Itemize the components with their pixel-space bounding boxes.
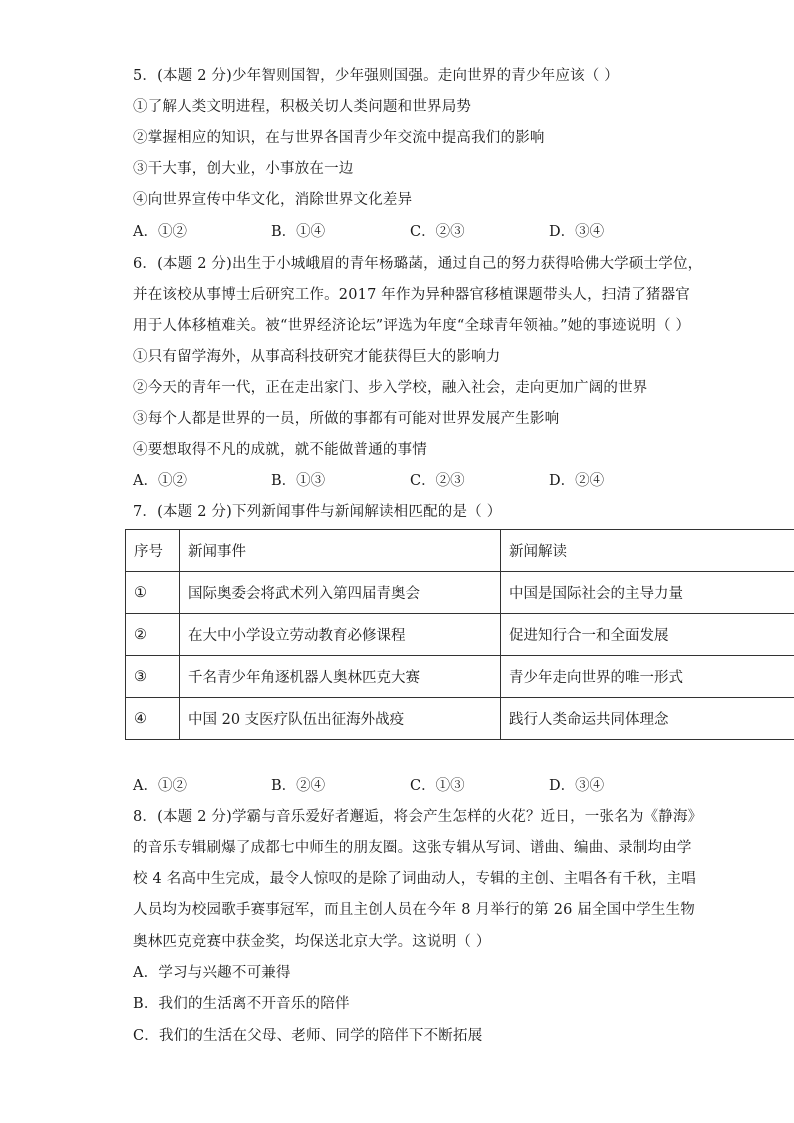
q5-statement-4: ④向世界宣传中华文化，消除世界文化差异 xyxy=(133,192,413,208)
table-row xyxy=(126,572,794,614)
q6-statement-1: ①只有留学海外，从事高科技研究才能获得巨大的影响力 xyxy=(133,349,501,365)
table-row xyxy=(126,614,794,656)
table-row xyxy=(126,698,794,740)
header-event: 新闻事件 xyxy=(180,530,501,572)
q8-stem-line-2: 的音乐专辑刷爆了成都七中师生的朋友圈。这张专辑从写词、谱曲、编曲、录制均由学 xyxy=(133,840,692,856)
q6-stem-line-3: 用于人体移植难关。被“世界经济论坛”评选为年度“全球青年领袖。”她的事迹说明（ ） xyxy=(133,318,691,334)
table-row xyxy=(126,656,794,698)
q7-option-c[interactable]: C．①③ xyxy=(410,778,465,794)
row-index: ④ xyxy=(126,698,180,740)
q5-statement-2: ②掌握相应的知识，在与世界各国青少年交流中提高我们的影响 xyxy=(133,130,545,146)
q7-stem: 7．(本题 2 分)下列新闻事件与新闻解读相匹配的是（ ） xyxy=(133,504,502,520)
q5-stem: 5．(本题 2 分)少年智则国智，少年强则国强。走向世界的青少年应该（ ） xyxy=(133,68,619,84)
row-interpretation: 中国是国际社会的主导力量 xyxy=(501,572,794,614)
row-event: 千名青少年角逐机器人奥林匹克大赛 xyxy=(180,656,501,698)
q7-options xyxy=(133,776,693,796)
q7-option-d[interactable]: D．③④ xyxy=(549,778,605,794)
row-event: 在大中小学设立劳动教育必修课程 xyxy=(180,614,501,656)
q5-option-c[interactable]: C．②③ xyxy=(410,224,465,240)
q8-choice-a[interactable]: A．学习与兴趣不可兼得 xyxy=(133,965,291,981)
q7-option-a[interactable]: A．①② xyxy=(133,778,187,794)
q5-options xyxy=(133,222,693,242)
q6-option-d[interactable]: D．②④ xyxy=(549,473,605,489)
table-header-row xyxy=(126,530,794,572)
q8-stem-line-1: 8．(本题 2 分)学霸与音乐爱好者邂逅，将会产生怎样的火花？近日，一张名为《静海》 xyxy=(133,809,703,825)
row-index: ③ xyxy=(126,656,180,698)
q6-stem-line-1: 6．(本题 2 分)出生于小城峨眉的青年杨璐菡，通过自己的努力获得哈佛大学硕士学位， xyxy=(133,256,703,272)
q5-statement-1: ①了解人类文明进程，积极关切人类问题和世界局势 xyxy=(133,99,472,115)
row-interpretation: 促进知行合一和全面发展 xyxy=(501,614,794,656)
q8-stem-line-3: 校 4 名高中生完成，最令人惊叹的是除了词曲动人，专辑的主创、主唱各有千秋，主唱 xyxy=(133,871,696,887)
q6-option-b[interactable]: B．①③ xyxy=(271,473,326,489)
q6-statement-4: ④要想取得不凡的成就，就不能做普通的事情 xyxy=(133,442,427,458)
q7-option-b[interactable]: B．②④ xyxy=(271,778,326,794)
header-index: 序号 xyxy=(126,530,180,572)
q6-options xyxy=(133,471,693,491)
header-interpretation: 新闻解读 xyxy=(501,530,794,572)
news-table xyxy=(125,529,794,740)
row-index: ① xyxy=(126,572,180,614)
q5-option-d[interactable]: D．③④ xyxy=(549,224,605,240)
q6-statement-2: ②今天的青年一代，正在走出家门、步入学校，融入社会，走向更加广阔的世界 xyxy=(133,380,648,396)
row-index: ② xyxy=(126,614,180,656)
q8-choice-b[interactable]: B．我们的生活离不开音乐的陪伴 xyxy=(133,996,350,1012)
q5-option-a[interactable]: A．①② xyxy=(133,224,187,240)
q5-option-b[interactable]: B．①④ xyxy=(271,224,326,240)
q6-option-c[interactable]: C．②③ xyxy=(410,473,465,489)
q8-stem-line-4: 人员均为校园歌手赛事冠军，而且主创人员在今年 8 月举行的第 26 届全国中学生生物 xyxy=(133,902,696,918)
row-interpretation: 践行人类命运共同体理念 xyxy=(501,698,794,740)
row-event: 中国 20 支医疗队伍出征海外战疫 xyxy=(180,698,501,740)
q5-statement-3: ③干大事，创大业，小事放在一边 xyxy=(133,161,354,177)
q6-statement-3: ③每个人都是世界的一员，所做的事都有可能对世界发展产生影响 xyxy=(133,411,560,427)
q8-stem-line-5: 奥林匹克竞赛中获金奖，均保送北京大学。这说明（ ） xyxy=(133,934,491,950)
q6-option-a[interactable]: A．①② xyxy=(133,473,187,489)
row-event: 国际奥委会将武术列入第四届青奥会 xyxy=(180,572,501,614)
row-interpretation: 青少年走向世界的唯一形式 xyxy=(501,656,794,698)
q8-choice-c[interactable]: C．我们的生活在父母、老师、同学的陪伴下不断拓展 xyxy=(133,1028,483,1044)
q6-stem-line-2: 并在该校从事博士后研究工作。2017 年作为异种器官移植课题带头人，扫清了猪器官 xyxy=(133,287,691,303)
